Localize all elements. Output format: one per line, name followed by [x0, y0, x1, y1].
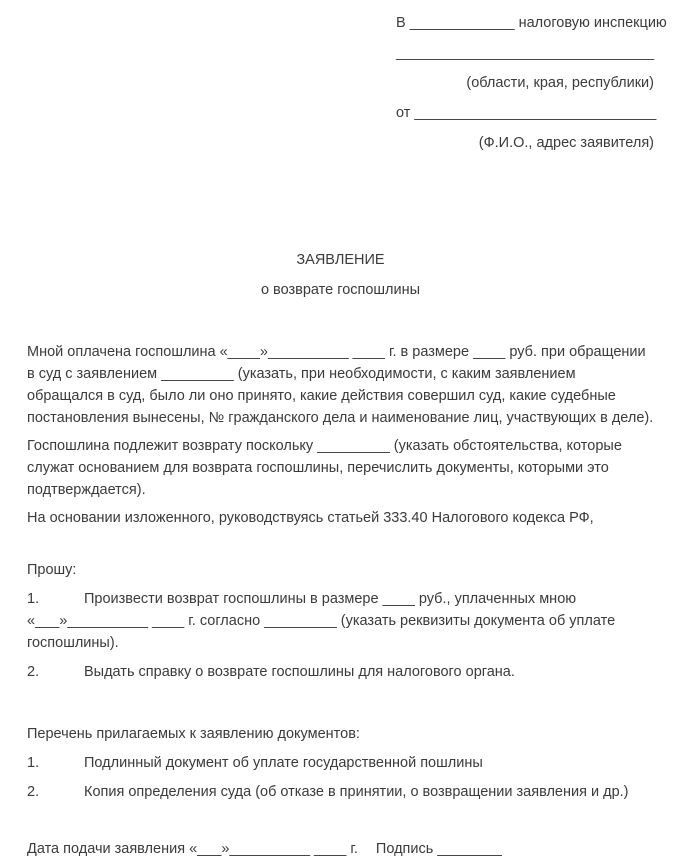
attachment-item	[27, 781, 654, 803]
header-to-prefix: В	[396, 15, 406, 31]
attachment-item-text: Подлинный документ об уплате государственной пошлины	[84, 755, 483, 771]
attachment-item-text: Копия определения суда (об отказе в принятии, о возвращении заявления и др.)	[84, 784, 629, 800]
footer-line	[27, 838, 654, 860]
title-block	[27, 245, 654, 305]
attachments-heading: Перечень прилагаемых к заявлению документов:	[27, 726, 360, 742]
doc-subtitle: о возврате госпошлины	[260, 282, 421, 298]
request-heading: Прошу:	[27, 562, 77, 578]
header-from-line	[396, 98, 657, 128]
attachment-item	[27, 752, 654, 774]
header-from-blank: ______________________________	[414, 105, 657, 121]
request-item-number: 1.	[27, 591, 40, 607]
request-item-text: Выдать справку о возврате госпошлины для налогового органа.	[84, 664, 515, 680]
request-item	[27, 588, 654, 654]
paragraph-legal-basis: На основании изложенного, руководствуясь статьей 333.40 Налогового кодекса РФ,	[27, 510, 594, 526]
header-from-prefix: от	[396, 105, 411, 121]
paragraph-payment: Мной оплачена госпошлина «____»__________ ____ г. в размере ____ руб. при обращении в суд с заявлением _________ (указать, при необходимости, с каким заявлением обращался в суд, было ли оно принято, какие действия совершил суд, какие судебные постановления вынесены, № гражданского дела и наименование лиц, участвующих в деле).	[27, 344, 654, 426]
header-to-blank: _____________	[409, 15, 515, 31]
doc-title: ЗАЯВЛЕНИЕ	[296, 252, 385, 268]
request-item-text: Произвести возврат госпошлины в размере ____ руб., уплаченных мною «___»__________ ____ г. согласно _________ (указать реквизиты документа об уплате госпошлины).	[27, 591, 616, 651]
paragraph-refund-reason: Госпошлина подлежит возврату поскольку _________ (указать обстоятельства, которые служат основанием для возврата госпошлины, перечислить документы, которыми это подтверждается).	[27, 438, 622, 498]
header-inspection-blank-line: ________________________________	[396, 45, 655, 61]
header-inspection-hint: (области, края, республики)	[466, 75, 654, 91]
signature-text: Подпись ________	[375, 841, 502, 857]
request-item	[27, 661, 654, 683]
header-block	[396, 8, 667, 158]
body-section	[27, 341, 654, 860]
header-to-suffix: налоговую инспекцию	[518, 15, 667, 31]
header-from-hint: (Ф.И.О., адрес заявителя)	[478, 135, 654, 151]
header-to-line	[396, 8, 667, 38]
attachment-item-number: 1.	[27, 755, 40, 771]
filing-date-text: Дата подачи заявления «___»__________ ____ г.	[27, 841, 358, 857]
request-item-number: 2.	[27, 664, 40, 680]
attachment-item-number: 2.	[27, 784, 40, 800]
